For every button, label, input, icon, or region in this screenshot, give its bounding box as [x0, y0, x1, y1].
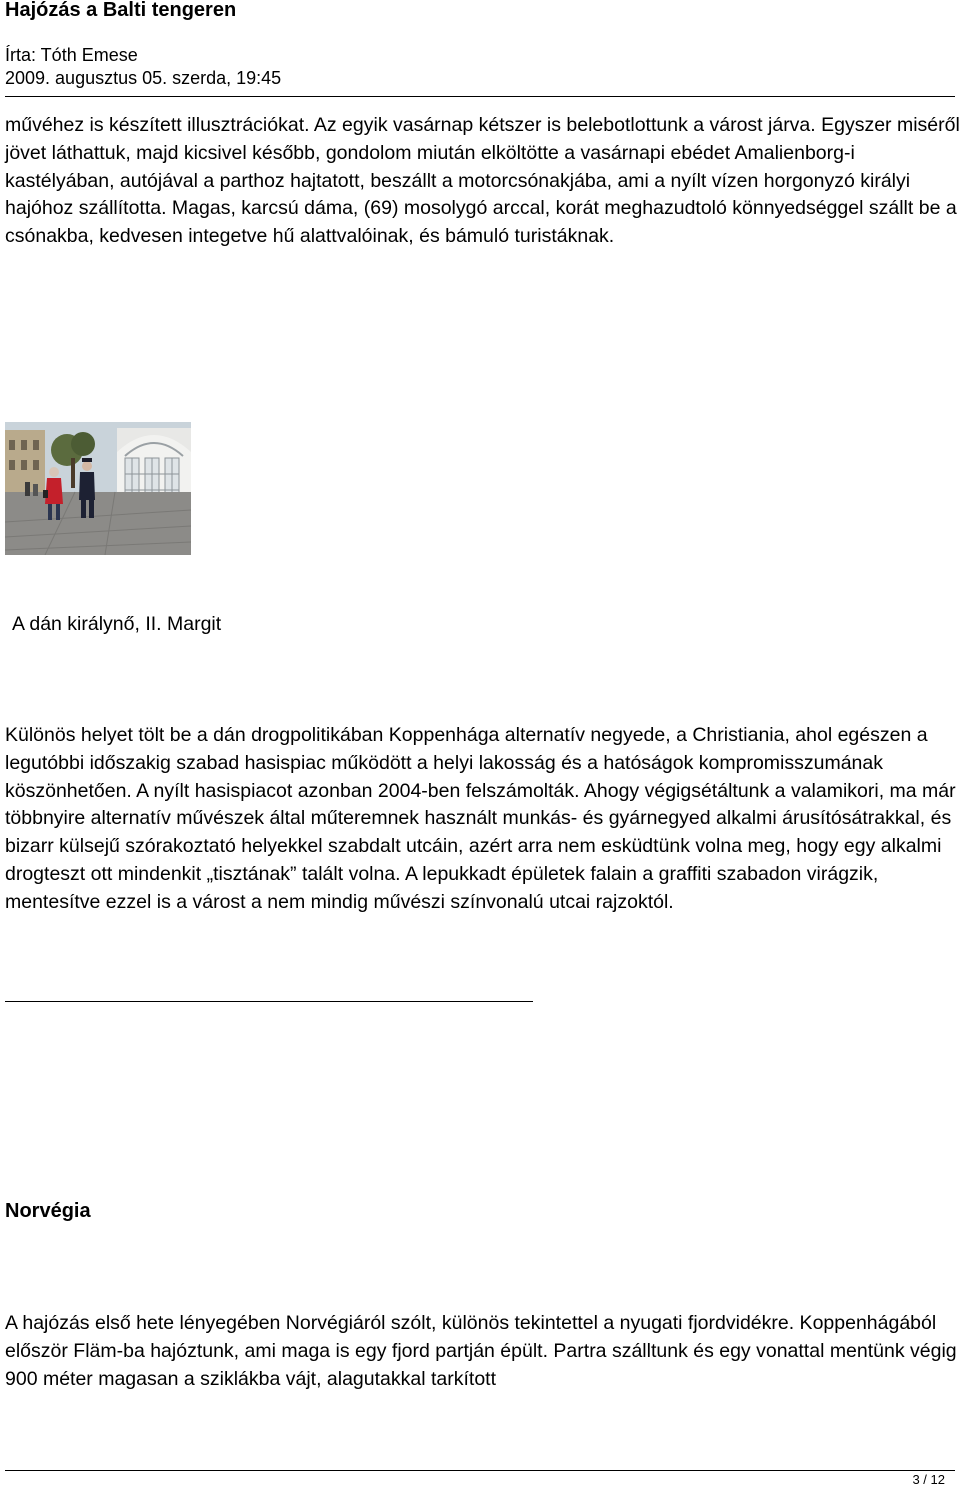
- footer-divider: [5, 1470, 955, 1471]
- document-title: Hajózás a Balti tengeren: [5, 0, 237, 21]
- queen-photo: [5, 422, 191, 555]
- paragraph-christiania: Különös helyet tölt be a dán drogpolitikában Koppenhága alternatív negyede, a Christiania, ahol egészen a legutóbbi időszakig szabad hasispiac működött a helyi lakosság és a hatóságok kompromisszumának köszönhetően. A nyílt hasispiacot azonban 2004-ben felszámolták. Ahogy végigsétáltunk a valamikori, ma már többnyire alternatív művészek által műteremnek használt munkás- és gyárnegyed alkalmi árusítósátrakkal, és bizarr külsejű szórakoztató helyekkel szabdalt utcáin, azért arra nem esküdtünk volna meg, hogy egy alkalmi drogteszt ott mindenkit „tisztának” talált volna. A lepukkadt épületek falain a graffiti szabadon virágzik, mentesítve ezzel is a várost a nem mindig művészi színvonalú utcai rajzoktól.: [5, 724, 956, 913]
- paragraph-norway: A hajózás első hete lényegében Norvégiáról szólt, különös tekintettel a nyugati fjordvidékre. Koppenhágából először Fläm-ba hajóztunk, ami maga is egy fjord partján épült. Partra szálltunk és egy vonattal mentünk végig 900 méter magasan a sziklákba vájt, alagutakkal tarkított: [5, 1312, 957, 1390]
- section-heading: Norvégia: [5, 1200, 91, 1222]
- paragraph-queen: művéhez is készített illusztrációkat. Az egyik vasárnap kétszer is belebotlottunk a várost járva. Egyszer miséről jövet láthattuk, majd kicsivel később, gondolom miután elköltötte a vasárnapi ebédet Amalienborg-i kastélyában, autójával a parthoz hajtatott, beszállt a motorcsónakjába, ami a nyílt vízen horgonyzó királyi hajóhoz szállította. Magas, karcsú dáma, (69) mosolygó arccal, korát meghazudtoló könnyedséggel szállt be a csónakba, kedvesen integetve hű alattvalóinak, és bámuló turistáknak.: [5, 114, 960, 248]
- photo-caption: A dán királynő, II. Margit: [12, 613, 222, 635]
- section-divider: [5, 1001, 533, 1002]
- author-line: Írta: Tóth Emese: [5, 45, 138, 65]
- date-line: 2009. augusztus 05. szerda, 19:45: [5, 68, 282, 88]
- header-divider: [5, 96, 955, 97]
- page-number: 3 / 12: [912, 1472, 945, 1487]
